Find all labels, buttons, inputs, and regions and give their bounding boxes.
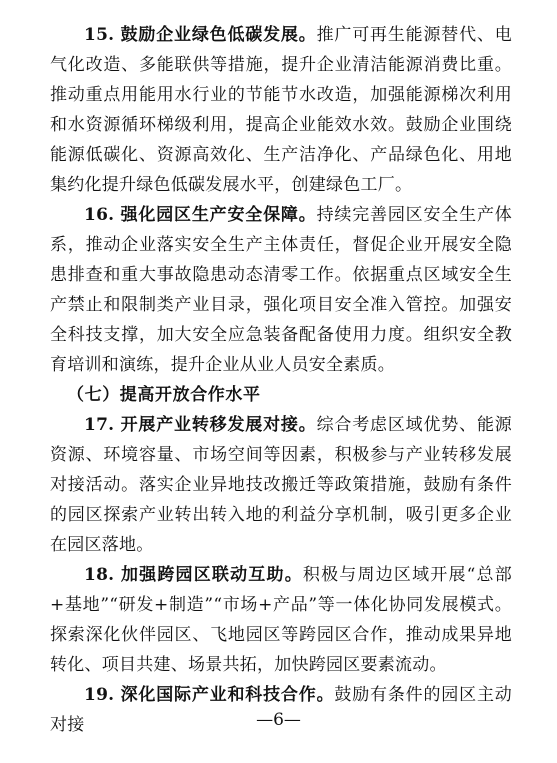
paragraph-18 [50, 560, 512, 680]
item-number: 17. [84, 415, 115, 435]
paragraph-15 [50, 20, 512, 200]
item-lead-title: 深化国际产业和科技合作。 [120, 685, 335, 705]
section-heading: （七）提高开放合作水平 [67, 385, 261, 405]
item-lead-title: 开展产业转移发展对接。 [120, 415, 317, 435]
item-number: 18. [84, 565, 115, 585]
item-body-text: 鼓励有条件的园区主动对接 [50, 685, 513, 735]
item-lead-title: 鼓励企业绿色低碳发展。 [120, 25, 317, 45]
paragraph-17 [50, 410, 512, 560]
item-number: 19. [84, 685, 115, 705]
item-lead-title: 强化园区生产安全保障。 [120, 205, 317, 225]
item-body-text: 积极与周边区域开展“总部+基地”“研发+制造”“市场+产品”等一体化协同发展模式。探索深化伙伴园区、飞地园区等跨园区合作，推动成果异地转化、项目共建、场景共拓，加快跨园区要素流动。 [50, 565, 513, 675]
document-body [50, 20, 512, 740]
item-number: 15. [84, 25, 115, 45]
item-body-text: 综合考虑区域优势、能源资源、环境容量、市场空间等因素，积极参与产业转移发展对接活动。落实企业异地技改搬迁等政策措施，鼓励有条件的园区探索产业转出转入地的利益分享机制，吸引更多企业在园区落地。 [50, 415, 513, 555]
item-body-text: 推广可再生能源替代、电气化改造、多能联供等措施，提升企业清洁能源消费比重。推动重点用能用水行业的节能节水改造，加强能源梯次利用和水资源循环梯级利用，提高企业能效水效。鼓励企业围绕能源低碳化、资源高效化、生产洁净化、产品绿色化、用地集约化提升绿色低碳发展水平，创建绿色工厂。 [50, 25, 513, 195]
paragraph-16 [50, 200, 512, 380]
item-lead-title: 加强跨园区联动互助。 [120, 565, 303, 585]
page-number: —6— [256, 710, 301, 730]
item-number: 16. [84, 205, 115, 225]
item-body-text: 持续完善园区安全生产体系，推动企业落实安全生产主体责任，督促企业开展安全隐患排查和重大事故隐患动态清零工作。依据重点区域安全生产禁止和限制类产业目录，强化项目安全准入管控。加强安全科技支撑，加大安全应急装备配备使用力度。组织安全教育培训和演练，提升企业从业人员安全素质。 [50, 205, 513, 375]
